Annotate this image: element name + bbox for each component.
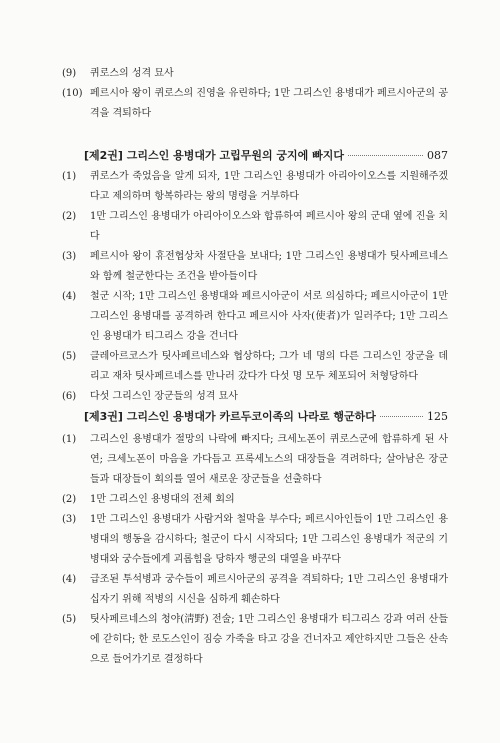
list-item [62,347,448,387]
entry-number: (3) [62,251,77,262]
section-2-entries [62,167,448,407]
section-3-page-number: 125 [427,410,448,423]
entry-text: 페르시아 왕이 휴전협상차 사절단을 보내다; 1만 그리스인 용병대가 팃사페르네스와 함께 철군한다는 조건을 받아들이다 [90,251,448,282]
entry-number: (5) [62,351,77,362]
entry-number: (2) [62,494,77,505]
dot-leader [348,155,423,156]
list-item [62,167,448,207]
entry-number: (1) [62,434,77,445]
section-2-heading [84,147,448,163]
entry-number: (5) [62,614,77,625]
section-3-heading [84,408,448,424]
entry-number: (4) [62,291,77,302]
entry-text: 철군 시작; 1만 그리스인 용병대와 페르시아군이 서로 의심하다; 페르시아군이 1만 그리스인 용병대를 공격하려 한다고 페르시아 사자(使者)가 일러주다; 1만 그리스인 용병대가 티그리스 강을 건너다 [90,291,448,342]
section-2-title: [제2권] 그리스인 용병대가 고립무원의 궁지에 빠지다 [84,149,345,162]
list-item [62,570,448,610]
entry-text: 퀴로스의 성격 묘사 [90,68,174,79]
list-item [62,387,448,407]
list-item [62,247,448,287]
entry-number: (10) [62,88,83,99]
entry-number: (9) [62,68,77,79]
entry-text: 팃사페르네스의 청야(淸野) 전술; 1만 그리스인 용병대가 티그리스 강과 여러 산들에 갇히다; 한 로도스인이 짐승 가죽을 타고 강을 건너자고 제안하지만 그들은 산속으로 들어가기로 결정하다 [90,614,448,665]
list-item [62,64,448,84]
section-3-entries [62,430,448,670]
list-item [62,490,448,510]
dot-leader [380,416,423,417]
entry-text: 그리스인 용병대가 절망의 나락에 빠지다; 크세노폰이 퀴로스군에 합류하게 된 사연; 크세노폰이 마음을 가다듬고 프록세노스의 대장들을 격려하다; 살아남은 장군들과 대장들이 회의를 열어 새로운 장군들을 선출하다 [90,434,448,485]
top-entries [62,64,448,124]
entry-text: 1만 그리스인 용병대의 전체 회의 [90,494,235,505]
entry-text: 클레아르코스가 팃사페르네스와 협상하다; 그가 네 명의 다른 그리스인 장군을 데리고 재차 팃사페르네스를 만나러 갔다가 다섯 명 모두 체포되어 처형당하다 [90,351,448,382]
entry-number: (2) [62,211,77,222]
entry-text: 급조된 투석병과 궁수들이 페르시아군의 공격을 격퇴하다; 1만 그리스인 용병대가 십자기 위해 적병의 시신을 심하게 훼손하다 [90,574,448,605]
entry-number: (4) [62,574,77,585]
entry-text: 다섯 그리스인 장군들의 성격 묘사 [90,391,238,402]
entry-number: (3) [62,514,77,525]
entry-number: (6) [62,391,77,402]
list-item [62,610,448,670]
entry-text: 퀴로스가 죽었음을 알게 되자, 1만 그리스인 용병대가 아리아이오스를 지원해주겠다고 제의하며 항복하라는 왕의 명령을 거부하다 [90,171,448,202]
section-3-title: [제3권] 그리스인 용병대가 카르두코이족의 나라로 행군하다 [84,410,376,423]
entry-text: 1만 그리스인 용병대가 사람거와 철막을 부수다; 페르시아인들이 1만 그리스인 용병대의 행동을 감시하다; 철군이 다시 시작되다; 1만 그리스인 용병대가 적군의 기병대와 궁수들에게 괴롭힘을 당하자 행군의 대열을 바꾸다 [90,514,448,565]
entry-number: (1) [62,171,77,182]
list-item [62,207,448,247]
list-item [62,430,448,490]
entry-text: 페르시아 왕이 퀴로스의 진영을 유린하다; 1만 그리스인 용병대가 페르시아군의 공격을 격퇴하다 [90,88,448,119]
list-item [62,84,448,124]
list-item [62,287,448,347]
section-2-page-number: 087 [427,149,448,162]
entry-text: 1만 그리스인 용병대가 아리아이오스와 합류하여 페르시아 왕의 군대 옆에 진을 치다 [90,211,448,242]
list-item [62,510,448,570]
